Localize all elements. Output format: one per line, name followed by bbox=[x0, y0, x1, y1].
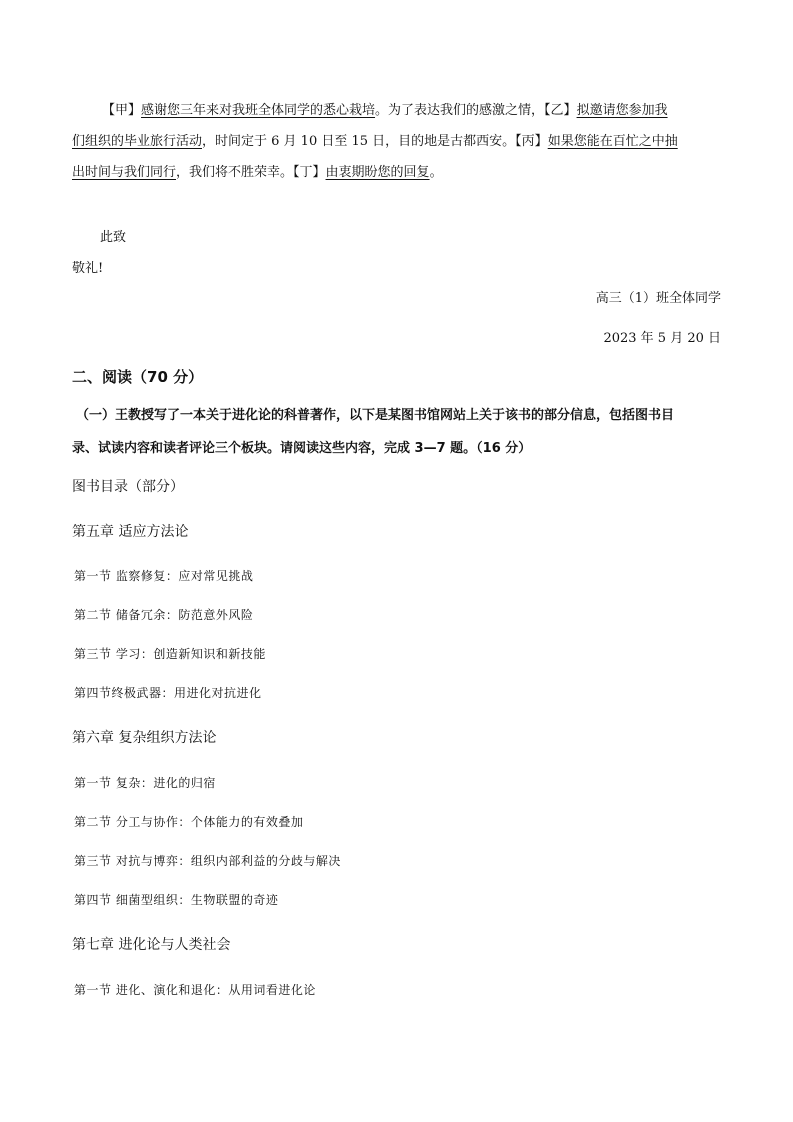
chapter-5-title: 第五章 适应方法论 bbox=[72, 524, 189, 540]
chapter-7-title: 第七章 进化论与人类社会 bbox=[72, 937, 231, 953]
marker-jia: 【甲】 bbox=[102, 103, 142, 118]
sentence-bing: 如果您能在百忙之中抽 bbox=[547, 134, 678, 149]
closing-jingli: 敬礼! bbox=[72, 261, 104, 276]
sentence-jia: 感谢您三年来对我班全体同学的悉心栽培 bbox=[141, 103, 376, 118]
letter-text: ，时间定于 6 月 10 日至 15 日，目的地是古都西安。 bbox=[202, 134, 516, 149]
letter-date: 2023 年 5 月 20 日 bbox=[603, 331, 721, 346]
toc-item: 第三节 学习：创造新知识和新技能 bbox=[74, 647, 266, 661]
closing-cizhi: 此致 bbox=[100, 230, 127, 245]
sentence-ding: 由衷期盼您的回复 bbox=[325, 165, 430, 180]
toc-item: 第一节 进化、演化和退化：从用词看进化论 bbox=[74, 983, 316, 997]
letter-line-1 bbox=[102, 102, 668, 120]
toc-item: 第一节 监察修复：应对常见挑战 bbox=[74, 569, 254, 583]
letter-line-3 bbox=[72, 164, 443, 182]
toc-item: 第三节 对抗与博弈：组织内部利益的分歧与解决 bbox=[74, 854, 341, 868]
letter-text: 。为了表达我们的感激之情， bbox=[375, 103, 545, 118]
toc-item: 第二节 储备冗余：防范意外风险 bbox=[74, 608, 254, 622]
marker-bing: 【丙】 bbox=[515, 134, 548, 149]
sentence-bing-cont: 出时间与我们同行 bbox=[72, 165, 177, 180]
reading-intro-line-2: 录、试读内容和读者评论三个板块。请阅读这些内容，完成 3—7 题。（16 分） bbox=[72, 441, 532, 456]
section-title: 二、阅读（70 分） bbox=[72, 368, 204, 386]
marker-yi: 【乙】 bbox=[544, 103, 577, 118]
letter-line-2 bbox=[72, 133, 678, 151]
letter-text: 。 bbox=[429, 165, 443, 180]
chapter-6-title: 第六章 复杂组织方法论 bbox=[72, 730, 217, 746]
marker-ding: 【丁】 bbox=[293, 165, 326, 180]
toc-item: 第二节 分工与协作：个体能力的有效叠加 bbox=[74, 815, 304, 829]
letter-text: ，我们将不胜荣幸。 bbox=[176, 165, 294, 180]
toc-heading: 图书目录（部分） bbox=[72, 479, 184, 495]
sentence-yi-cont: 们组织的毕业旅行活动 bbox=[72, 134, 203, 149]
toc-item: 第四节 细菌型组织：生物联盟的奇迹 bbox=[74, 893, 279, 907]
signature: 高三（1）班全体同学 bbox=[595, 291, 721, 306]
toc-item: 第四节终极武器：用进化对抗进化 bbox=[74, 686, 262, 700]
sentence-yi: 拟邀请您参加我 bbox=[576, 103, 668, 118]
reading-intro-line-1: （一）王教授写了一本关于进化论的科普著作，以下是某图书馆网站上关于该书的部分信息，包括图书目 bbox=[76, 408, 675, 423]
toc-item: 第一节 复杂：进化的归宿 bbox=[74, 776, 216, 790]
